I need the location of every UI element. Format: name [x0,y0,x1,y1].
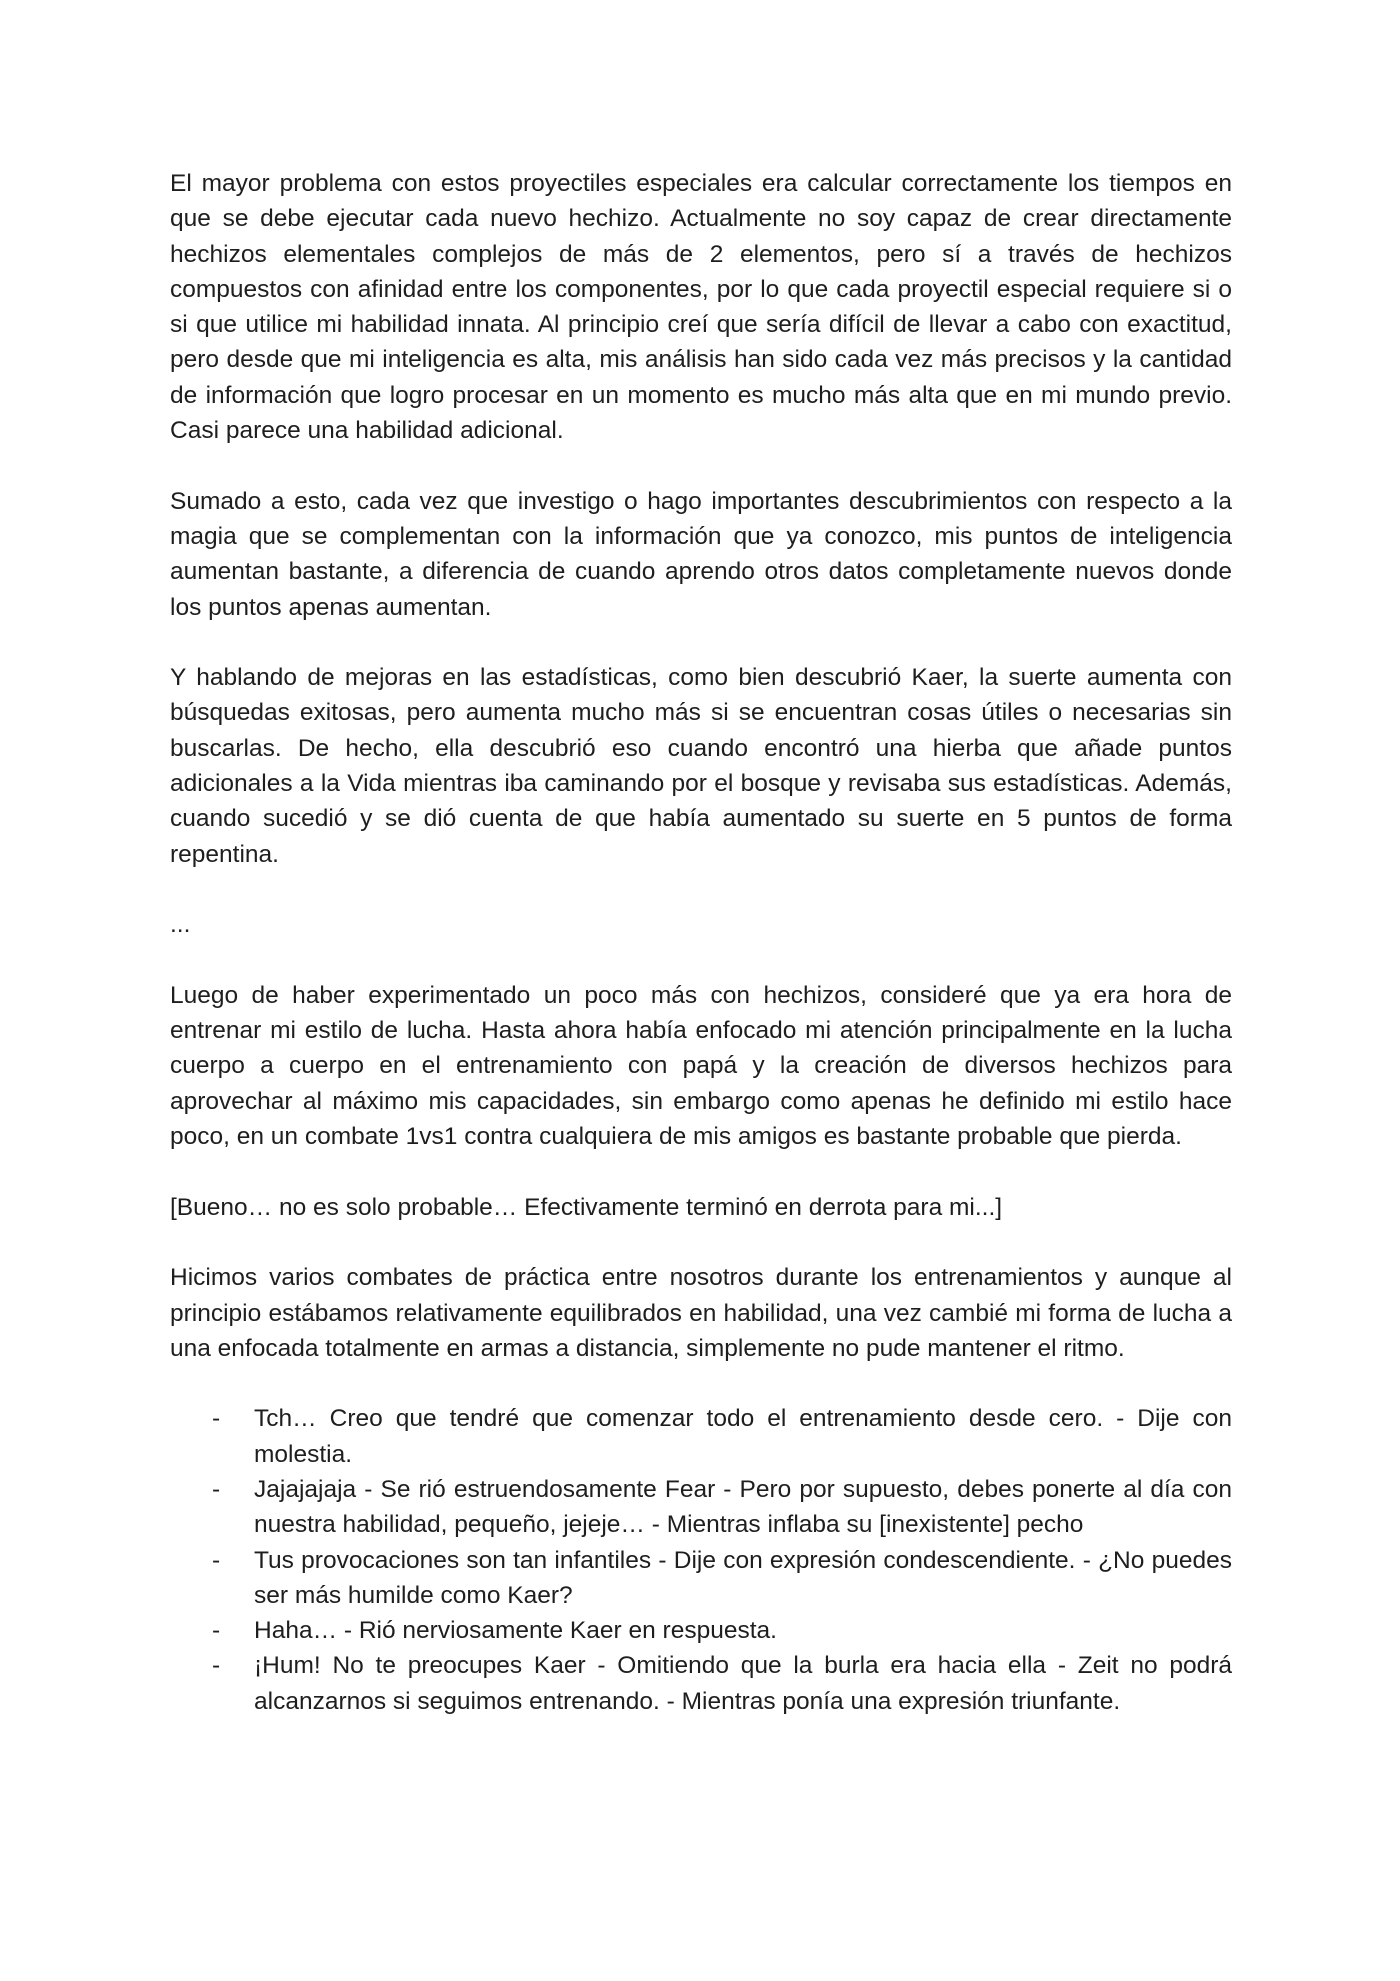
dialogue-dash: - [212,1617,221,1645]
dialogue-dash: - [212,1546,221,1574]
dialogue-dash: - [212,1405,221,1433]
paragraph-fighting-style: Luego de haber experimentado un poco más con hechizos, consideré que ya era hora de entrenar mi estilo de lucha. Hasta ahora había enfocado mi atención principalmente en la lucha cuerpo a cuerpo en el entrenamiento con papá y la creación de diversos hechizos para aprovechar al máximo mis capacidades, sin embargo como apenas he definido mi estilo hace poco, en un combate 1vs1 contra cualquiera de mis amigos es bastante probable que pierda. [170,981,1232,1151]
dialogue-line [170,1613,1232,1648]
dialogue-text: Haha… - Rió nerviosamente Kaer en respuesta. [254,1617,777,1645]
dialogue-dash: - [212,1475,221,1503]
dialogue-dash: - [212,1652,221,1680]
scene-break: ... [170,911,191,939]
paragraph-luck: Y hablando de mejoras en las estadísticas, como bien descubrió Kaer, la suerte aumenta con búsquedas exitosas, pero aumenta mucho más si se encuentran cosas útiles o necesarias sin buscarlas. De hecho, ella descubrió eso cuando encontró una hierba que añade puntos adicionales a la Vida mientras iba caminando por el bosque y revisaba sus estadísticas. Además, cuando sucedió y se dió cuenta de que había aumentado su suerte en 5 puntos de forma repentina. [170,664,1232,868]
dialogue-text: Tch… Creo que tendré que comenzar todo el entrenamiento desde cero. - Dije con molestia. [254,1405,1232,1468]
paragraph-intelligence: Sumado a esto, cada vez que investigo o hago importantes descubrimientos con respecto a la magia que se complementan con la información que ya conozco, mis puntos de inteligencia aumentan bastante, a diferencia de cuando aprendo otros datos completamente nuevos donde los puntos apenas aumentan. [170,487,1232,621]
dialogue-text: Jajajajaja - Se rió estruendosamente Fear - Pero por supuesto, debes ponerte al día con nuestra habilidad, pequeño, jejeje… - Mientras inflaba su [inexistente] pecho [254,1475,1232,1539]
dialogue-text: ¡Hum! No te preocupes Kaer - Omitiendo que la burla era hacia ella - Zeit no podrá alcanzarnos si seguimos entrenando. - Mientras ponía una expresión triunfante. [254,1652,1232,1715]
paragraph-practice-combats: Hicimos varios combates de práctica entre nosotros durante los entrenamientos y aunque al principio estábamos relativamente equilibrados en habilidad, una vez cambié mi forma de lucha a una enfocada totalmente en armas a distancia, simplemente no pude mantener el ritmo. [170,1264,1232,1362]
document-page [170,166,1232,1719]
dialogue-line [170,1648,1232,1719]
dialogue-line [170,1543,1232,1614]
dialogue-line [170,1401,1232,1472]
dialogue-line [170,1472,1232,1543]
dialogue-text: Tus provocaciones son tan infantiles - Dije con expresión condescendiente. - ¿No puedes ser más humilde como Kaer? [254,1546,1232,1609]
dialogue-list [170,1401,1232,1719]
paragraph-inner-thought: [Bueno… no es solo probable… Efectivamente terminó en derrota para mi...] [170,1193,1003,1221]
paragraph-projectiles: El mayor problema con estos proyectiles especiales era calcular correctamente los tiempos en que se debe ejecutar cada nuevo hechizo. Actualmente no soy capaz de crear directamente hechizos elementales complejos de más de 2 elementos, pero sí a través de hechizos compuestos con afinidad entre los componentes, por lo que cada proyectil especial requiere si o si que utilice mi habilidad innata. Al principio creí que sería difícil de llevar a cabo con exactitud, pero desde que mi inteligencia es alta, mis análisis han sido cada vez más precisos y la cantidad de información que logro procesar en un momento es mucho más alta que en mi mundo previo. Casi parece una habilidad adicional. [170,170,1232,445]
